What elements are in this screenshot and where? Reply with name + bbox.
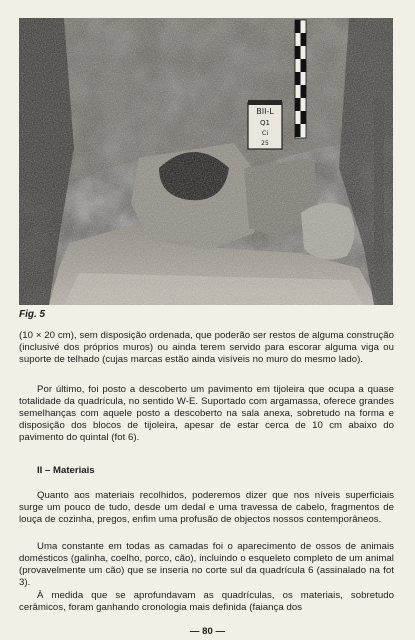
paragraph-ceramics xyxy=(19,590,394,614)
paragraph-text: (10 × 20 cm), sem disposição ordenada, que poderão ser restos de alguma construção (inclusivé dos próprios muros) ou ainda terem servido para escorar alguma viga ou suporte de telhado (cujas marcas estão ainda visíveis no muro do mesmo lado). xyxy=(19,330,394,365)
paragraph-text: Quanto aos materiais recolhidos, poderemos dizer que nos níveis superficiais surge um pouco de tudo, desde um dedal e uma travessa de cabelo, fragmentos de louça de cozinha, pregos, enfim uma profusão de objectos nossos contemporâneos. xyxy=(19,490,394,525)
paragraph-text: Uma constante em todas as camadas foi o aparecimento de ossos de animais domésticos (galinha, coelho, porco, cão), incluindo o esqueleto completo de um animal (provavelmente um cão) que se inseria no corte sul da quadrícula 6 (assinalado na fot 3). xyxy=(19,541,394,588)
excavation-photo xyxy=(19,18,393,305)
tag-line-1: BII-L xyxy=(256,107,274,116)
paragraph-pavement xyxy=(19,384,394,444)
page-number: — 80 — xyxy=(189,626,226,637)
section-heading: II – Materiais xyxy=(37,465,95,476)
tag-line-2: Q1 xyxy=(260,119,270,127)
scale-bar xyxy=(295,20,306,138)
paragraph-continuation xyxy=(19,330,394,366)
paragraph-materials xyxy=(19,490,394,526)
figure-caption: Fig. 5 xyxy=(19,309,46,320)
tag-line-3: Ci xyxy=(261,129,269,137)
paragraph-text: À medida que se aprofundavam as quadrículas, os materiais, sobretudo cerâmicos, foram ganhando cronologia mais definida (faiança dos xyxy=(19,590,394,613)
paragraph-text: Por último, foi posto a descoberto um pavimento em tijoleira que ocupa a quase totalidade da quadrícula, no sentido W-E. Suportado com argamassa, oferece grandes semelhanças com aquele posto a descoberto na sala anexa, sobretudo na forma e disposição dos blocos de tijoleira, apesar de estar cerca de 10 cm abaixo do pavimento do quintal (fot 6). xyxy=(19,384,394,443)
tag-line-4: 25 xyxy=(261,140,269,147)
paragraph-bones xyxy=(19,541,394,589)
excavation-label-board xyxy=(248,100,282,149)
